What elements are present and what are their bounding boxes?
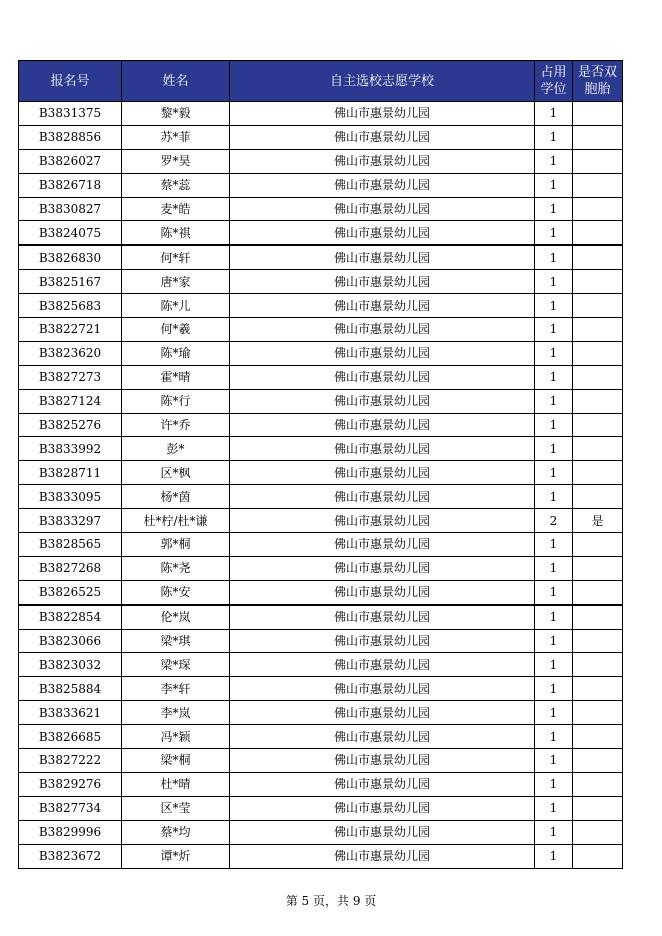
cell-twin <box>573 653 623 677</box>
table-row <box>19 125 623 149</box>
cell-school: 佛山市惠景幼儿园 <box>230 341 535 365</box>
cell-seats: 1 <box>535 605 573 629</box>
cell-id: B3828711 <box>19 461 122 485</box>
cell-id: B3823066 <box>19 629 122 653</box>
cell-twin <box>573 341 623 365</box>
table-row <box>19 437 623 461</box>
cell-twin <box>573 389 623 413</box>
cell-school: 佛山市惠景幼儿园 <box>230 294 535 318</box>
cell-seats: 1 <box>535 197 573 221</box>
cell-school: 佛山市惠景幼儿园 <box>230 413 535 437</box>
cell-name: 何*羲 <box>122 318 230 342</box>
cell-school: 佛山市惠景幼儿园 <box>230 509 535 533</box>
cell-school: 佛山市惠景幼儿园 <box>230 605 535 629</box>
table-row <box>19 245 623 269</box>
cell-school: 佛山市惠景幼儿园 <box>230 796 535 820</box>
table-row <box>19 820 623 844</box>
table-row <box>19 365 623 389</box>
table-row <box>19 677 623 701</box>
cell-id: B3829996 <box>19 820 122 844</box>
cell-name: 黎*毅 <box>122 102 230 126</box>
table-row <box>19 629 623 653</box>
table-row <box>19 556 623 580</box>
cell-seats: 1 <box>535 580 573 604</box>
cell-name: 陈*安 <box>122 580 230 604</box>
cell-id: B3823032 <box>19 653 122 677</box>
header-twin <box>573 61 623 102</box>
cell-school: 佛山市惠景幼儿园 <box>230 389 535 413</box>
cell-seats: 1 <box>535 556 573 580</box>
cell-name: 郭*桐 <box>122 533 230 557</box>
table-row <box>19 749 623 773</box>
cell-twin <box>573 820 623 844</box>
cell-seats: 1 <box>535 820 573 844</box>
table-row <box>19 389 623 413</box>
cell-name: 杜*晴 <box>122 772 230 796</box>
cell-id: B3823620 <box>19 341 122 365</box>
cell-name: 陈*行 <box>122 389 230 413</box>
cell-seats: 1 <box>535 102 573 126</box>
cell-seats: 1 <box>535 725 573 749</box>
cell-school: 佛山市惠景幼儿园 <box>230 365 535 389</box>
cell-school: 佛山市惠景幼儿园 <box>230 102 535 126</box>
cell-id: B3828565 <box>19 533 122 557</box>
cell-id: B3826830 <box>19 245 122 269</box>
cell-twin <box>573 629 623 653</box>
cell-id: B3824075 <box>19 221 122 245</box>
cell-id: B3827222 <box>19 749 122 773</box>
cell-school: 佛山市惠景幼儿园 <box>230 485 535 509</box>
cell-seats: 1 <box>535 461 573 485</box>
cell-seats: 1 <box>535 221 573 245</box>
table-row <box>19 485 623 509</box>
cell-name: 区*莹 <box>122 796 230 820</box>
cell-seats: 1 <box>535 365 573 389</box>
cell-seats: 1 <box>535 270 573 294</box>
cell-id: B3826718 <box>19 173 122 197</box>
cell-seats: 1 <box>535 437 573 461</box>
cell-id: B3825276 <box>19 413 122 437</box>
table-body <box>19 102 623 869</box>
cell-school: 佛山市惠景幼儿园 <box>230 580 535 604</box>
cell-name: 陈*儿 <box>122 294 230 318</box>
cell-twin <box>573 605 623 629</box>
cell-seats: 1 <box>535 389 573 413</box>
cell-seats: 1 <box>535 772 573 796</box>
cell-seats: 1 <box>535 125 573 149</box>
cell-school: 佛山市惠景幼儿园 <box>230 125 535 149</box>
cell-twin <box>573 294 623 318</box>
cell-school: 佛山市惠景幼儿园 <box>230 533 535 557</box>
table-row <box>19 796 623 820</box>
cell-seats: 1 <box>535 533 573 557</box>
cell-twin <box>573 318 623 342</box>
page-footer: 第 5 页，共 9 页 <box>285 894 377 908</box>
cell-seats: 1 <box>535 677 573 701</box>
table-row <box>19 294 623 318</box>
cell-twin <box>573 772 623 796</box>
table-row <box>19 102 623 126</box>
cell-name: 杜*柠/杜*谦 <box>122 509 230 533</box>
cell-school: 佛山市惠景幼儿园 <box>230 245 535 269</box>
cell-name: 伦*岚 <box>122 605 230 629</box>
cell-name: 彭* <box>122 437 230 461</box>
cell-school: 佛山市惠景幼儿园 <box>230 772 535 796</box>
cell-school: 佛山市惠景幼儿园 <box>230 221 535 245</box>
cell-name: 陈*祺 <box>122 221 230 245</box>
cell-school: 佛山市惠景幼儿园 <box>230 629 535 653</box>
cell-id: B3830827 <box>19 197 122 221</box>
table-row <box>19 605 623 629</box>
cell-twin <box>573 437 623 461</box>
cell-twin <box>573 221 623 245</box>
header-name: 姓名 <box>122 61 230 102</box>
cell-name: 区*枫 <box>122 461 230 485</box>
cell-id: B3822854 <box>19 605 122 629</box>
table-row <box>19 173 623 197</box>
header-twin-line1: 是否双 <box>577 65 617 80</box>
cell-name: 梁*琪 <box>122 629 230 653</box>
cell-id: B3826685 <box>19 725 122 749</box>
table-row <box>19 844 623 868</box>
cell-name: 杨*茵 <box>122 485 230 509</box>
cell-name: 陈*尧 <box>122 556 230 580</box>
cell-id: B3833992 <box>19 437 122 461</box>
table-header-row <box>19 61 623 102</box>
cell-seats: 1 <box>535 653 573 677</box>
cell-school: 佛山市惠景幼儿园 <box>230 820 535 844</box>
cell-twin <box>573 245 623 269</box>
cell-seats: 1 <box>535 749 573 773</box>
cell-name: 冯*颖 <box>122 725 230 749</box>
cell-name: 霍*晴 <box>122 365 230 389</box>
cell-name: 麦*皓 <box>122 197 230 221</box>
cell-twin <box>573 413 623 437</box>
header-seats-line2: 学位 <box>540 82 567 97</box>
cell-twin <box>573 533 623 557</box>
cell-seats: 1 <box>535 796 573 820</box>
cell-id: B3823672 <box>19 844 122 868</box>
cell-id: B3827273 <box>19 365 122 389</box>
cell-id: B3827124 <box>19 389 122 413</box>
cell-seats: 1 <box>535 294 573 318</box>
cell-seats: 1 <box>535 701 573 725</box>
cell-twin <box>573 197 623 221</box>
cell-twin <box>573 365 623 389</box>
cell-twin <box>573 677 623 701</box>
cell-seats: 1 <box>535 149 573 173</box>
cell-name: 李*岚 <box>122 701 230 725</box>
cell-school: 佛山市惠景幼儿园 <box>230 173 535 197</box>
table-row <box>19 461 623 485</box>
cell-name: 许*乔 <box>122 413 230 437</box>
table-row <box>19 653 623 677</box>
cell-school: 佛山市惠景幼儿园 <box>230 149 535 173</box>
admission-table <box>18 60 623 869</box>
cell-twin <box>573 556 623 580</box>
cell-twin <box>573 844 623 868</box>
cell-seats: 1 <box>535 173 573 197</box>
table-row <box>19 580 623 604</box>
cell-id: B3826027 <box>19 149 122 173</box>
cell-twin <box>573 125 623 149</box>
cell-school: 佛山市惠景幼儿园 <box>230 556 535 580</box>
header-seats-line1: 占用 <box>540 65 567 80</box>
cell-twin: 是 <box>573 509 623 533</box>
cell-twin <box>573 102 623 126</box>
cell-school: 佛山市惠景幼儿园 <box>230 677 535 701</box>
cell-id: B3831375 <box>19 102 122 126</box>
table-row <box>19 197 623 221</box>
cell-id: B3833095 <box>19 485 122 509</box>
cell-id: B3829276 <box>19 772 122 796</box>
cell-twin <box>573 701 623 725</box>
table-row <box>19 509 623 533</box>
cell-id: B3827268 <box>19 556 122 580</box>
cell-id: B3825167 <box>19 270 122 294</box>
cell-school: 佛山市惠景幼儿园 <box>230 749 535 773</box>
cell-name: 唐*家 <box>122 270 230 294</box>
cell-id: B3822721 <box>19 318 122 342</box>
cell-id: B3833297 <box>19 509 122 533</box>
header-seats <box>535 61 573 102</box>
cell-twin <box>573 725 623 749</box>
cell-seats: 1 <box>535 341 573 365</box>
table-row <box>19 270 623 294</box>
cell-twin <box>573 149 623 173</box>
cell-name: 谭*炘 <box>122 844 230 868</box>
cell-twin <box>573 173 623 197</box>
cell-seats: 1 <box>535 318 573 342</box>
cell-id: B3833621 <box>19 701 122 725</box>
cell-name: 李*轩 <box>122 677 230 701</box>
cell-seats: 1 <box>535 245 573 269</box>
cell-name: 蔡*蕊 <box>122 173 230 197</box>
table-row <box>19 413 623 437</box>
table-row <box>19 701 623 725</box>
table-row <box>19 772 623 796</box>
cell-school: 佛山市惠景幼儿园 <box>230 653 535 677</box>
cell-id: B3825884 <box>19 677 122 701</box>
cell-twin <box>573 796 623 820</box>
cell-twin <box>573 461 623 485</box>
cell-name: 何*轩 <box>122 245 230 269</box>
cell-name: 梁*桐 <box>122 749 230 773</box>
cell-name: 陈*瑜 <box>122 341 230 365</box>
header-id: 报名号 <box>19 61 122 102</box>
cell-school: 佛山市惠景幼儿园 <box>230 844 535 868</box>
cell-twin <box>573 749 623 773</box>
cell-name: 苏*菲 <box>122 125 230 149</box>
cell-school: 佛山市惠景幼儿园 <box>230 437 535 461</box>
cell-twin <box>573 270 623 294</box>
cell-id: B3828856 <box>19 125 122 149</box>
cell-name: 梁*琛 <box>122 653 230 677</box>
cell-seats: 1 <box>535 413 573 437</box>
cell-twin <box>573 580 623 604</box>
cell-school: 佛山市惠景幼儿园 <box>230 318 535 342</box>
cell-name: 罗*昊 <box>122 149 230 173</box>
table-row <box>19 725 623 749</box>
table-row <box>19 149 623 173</box>
cell-id: B3825683 <box>19 294 122 318</box>
cell-school: 佛山市惠景幼儿园 <box>230 461 535 485</box>
cell-seats: 1 <box>535 485 573 509</box>
cell-twin <box>573 485 623 509</box>
table-row <box>19 221 623 245</box>
cell-id: B3827734 <box>19 796 122 820</box>
header-twin-line2: 胞胎 <box>584 82 611 97</box>
cell-seats: 1 <box>535 629 573 653</box>
cell-school: 佛山市惠景幼儿园 <box>230 270 535 294</box>
cell-name: 蔡*均 <box>122 820 230 844</box>
cell-seats: 2 <box>535 509 573 533</box>
cell-id: B3826525 <box>19 580 122 604</box>
cell-school: 佛山市惠景幼儿园 <box>230 725 535 749</box>
table-row <box>19 341 623 365</box>
cell-seats: 1 <box>535 844 573 868</box>
table-row <box>19 533 623 557</box>
header-school: 自主选校志愿学校 <box>230 61 535 102</box>
cell-school: 佛山市惠景幼儿园 <box>230 197 535 221</box>
table-row <box>19 318 623 342</box>
cell-school: 佛山市惠景幼儿园 <box>230 701 535 725</box>
